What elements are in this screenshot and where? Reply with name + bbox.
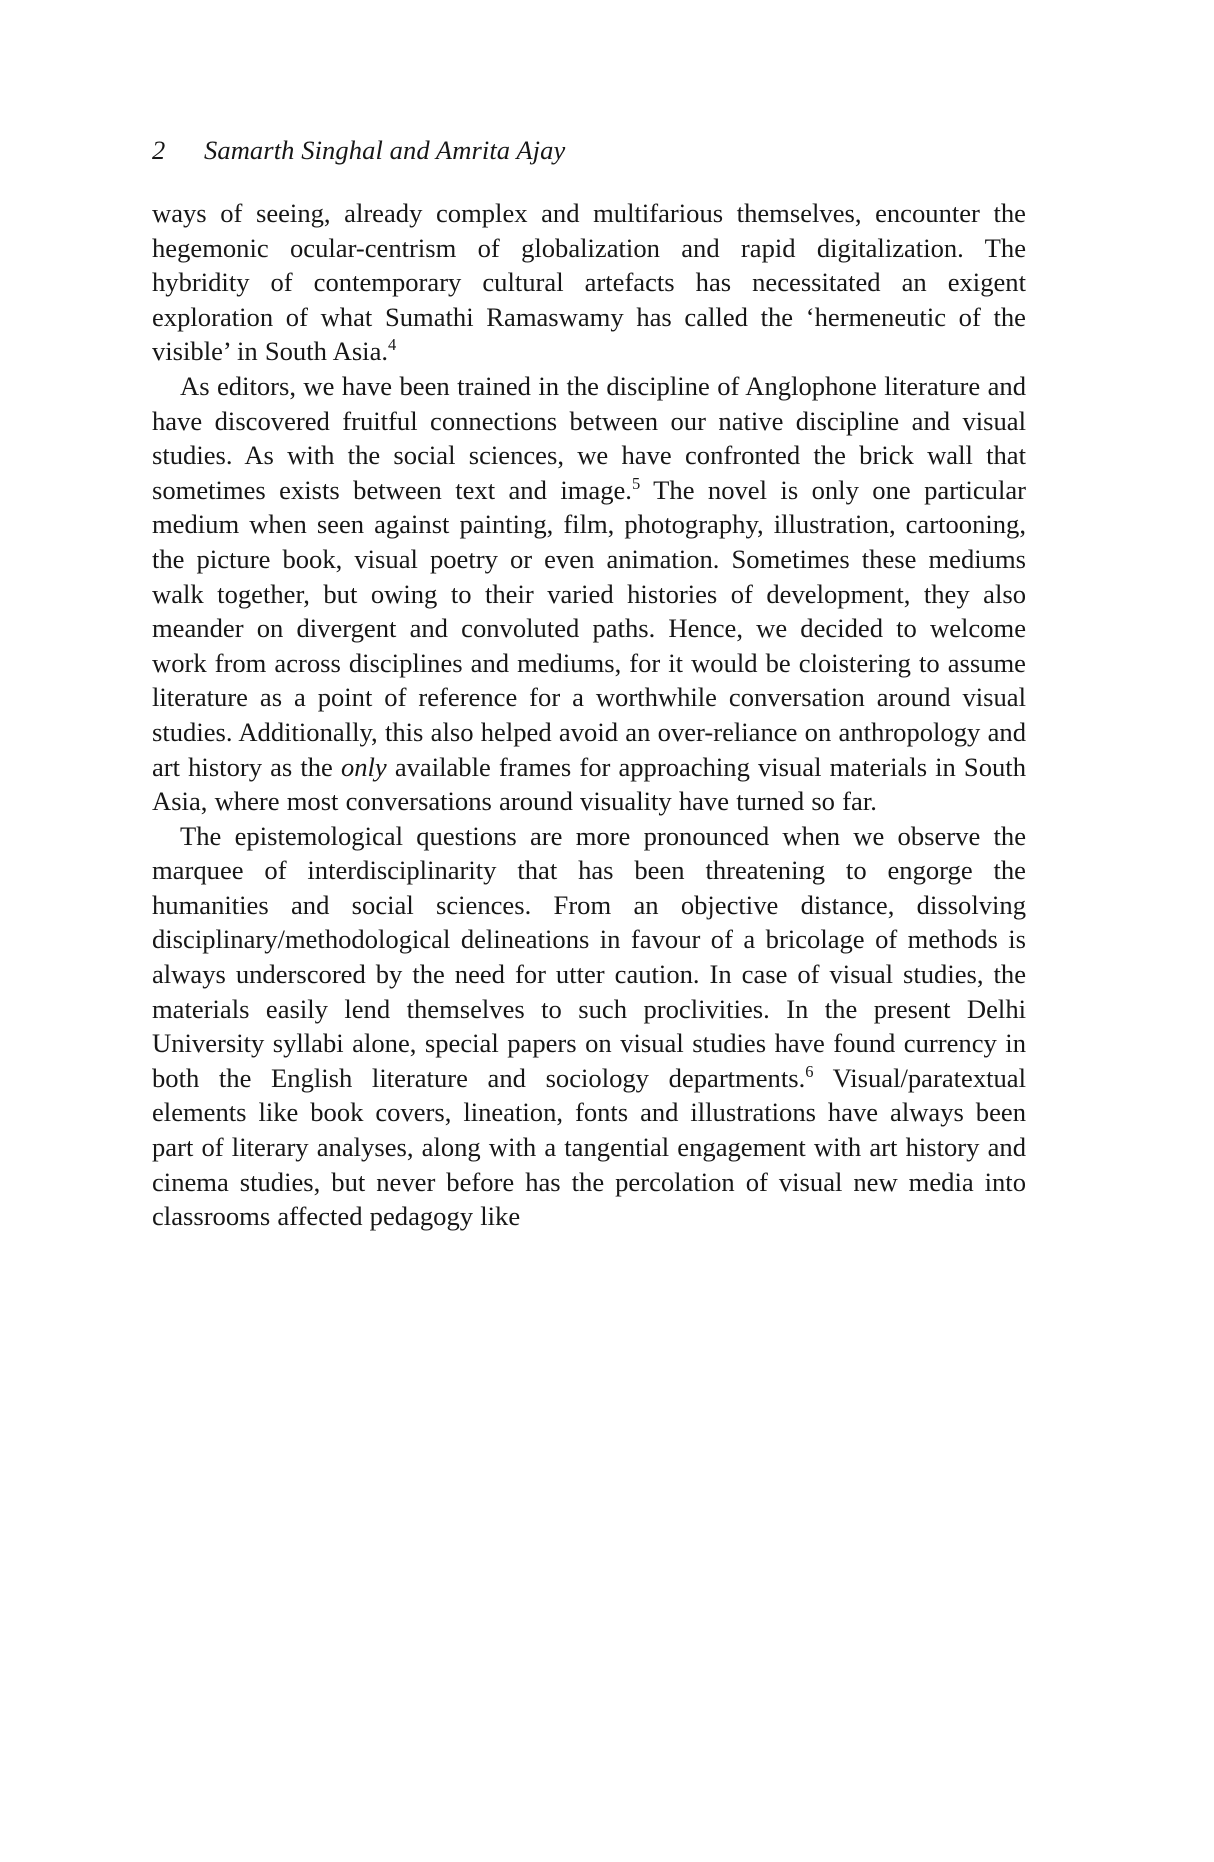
paragraph-2: As editors, we have been trained in the discipline of Anglophone literature and have discovered fruitful connections between our native discipline and visual studies. As with the social sciences, we have confronted the brick wall that sometimes exists between text and image.$^5$ The novel is only one particular medium when seen against painting, film, photography, illustration, cartooning, the picture book, visual poetry or even animation. Sometimes these mediums walk together, but owing to their varied histories of development, they also meander on divergent and convoluted paths. Hence, we decided to welcome work from across disciplines and mediums, for it would be cloistering to assume literature as a point of reference for a worthwhile conversation around visual studies. Additionally, this also helped avoid an over-reliance on anthropology and art history as the only available frames for approaching visual materials in South Asia, where most conversations around visuality have turned so far. [152,370,1026,817]
running-head [152,137,1026,164]
emphasis-text: only [340,751,387,782]
paragraph-3: The epistemological questions are more pronounced when we observe the marquee of interdisciplinarity that has been threatening to engorge the humanities and social sciences. From an objective distance, dissolving disciplinary/methodological delineations in favour of a bricolage of methods is always underscored by the need for utter caution. In case of visual studies, the materials easily lend themselves to such proclivities. In the present Delhi University syllabi alone, special papers on visual studies have found currency in both the English literature and sociology departments.$^6$ Visual/paratextual elements like book covers, lineation, fonts and illustrations have always been part of literary analyses, along with a tangential engagement with art history and cinema studies, but never before has the percolation of visual new media into classrooms affected pedagogy like [152,820,1026,1232]
body-text [152,196,1026,1234]
running-head-title: Samarth Singhal and Amrita Ajay [204,135,566,165]
footnote-marker: 6 [805,1061,814,1081]
footnote-marker: 5 [631,473,641,493]
page-content-area [152,0,1026,1862]
page-number: 2 [152,135,166,165]
footnote-marker: 4 [388,335,397,355]
paragraph-1: ways of seeing, already complex and multifarious themselves, encounter the hegemonic ocular-centrism of globalization and rapid digitalization. The hybridity of contemporary cultural artefacts has necessitated an exigent exploration of what Sumathi Ramaswamy has called the ‘hermeneutic of the visible’ in South Asia.$^4$ [152,198,1026,367]
